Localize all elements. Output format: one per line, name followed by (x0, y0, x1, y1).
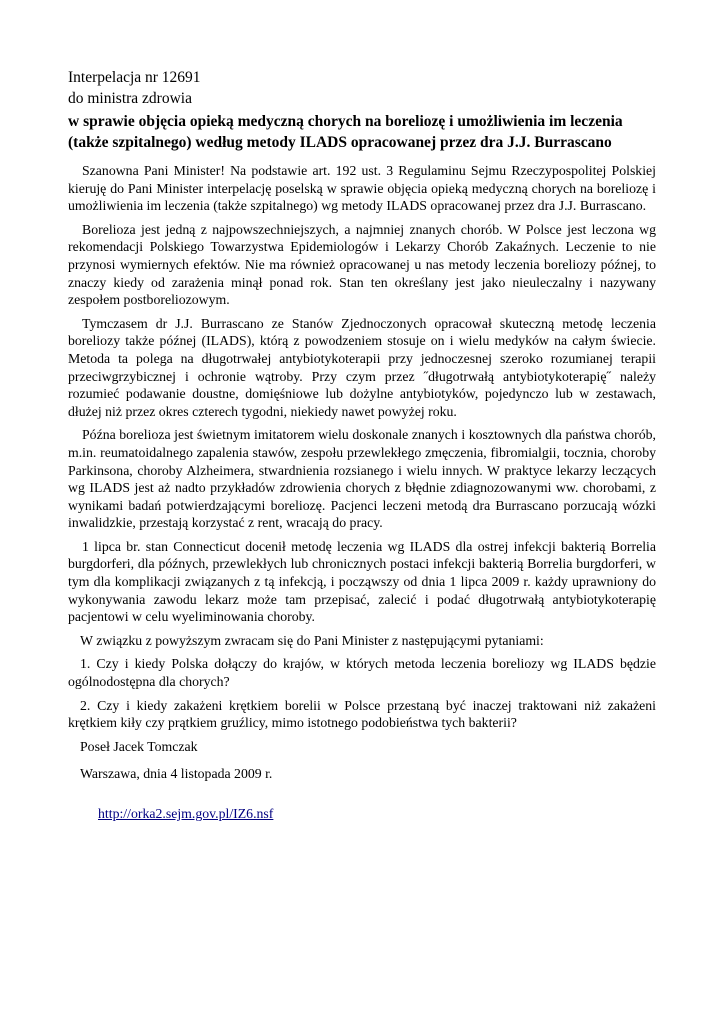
interpellation-number: Interpelacja nr 12691 (68, 69, 201, 86)
document-subject: w sprawie objęcia opieką medyczną chorych na boreliozę i umożliwienia im leczenia (także szpitalnego) według metody ILADS opracowanej przez dra J.J. Burrascano (68, 113, 623, 151)
paragraph-burrascano: Tymczasem dr J.J. Burrascano ze Stanów Zjednoczonych opracował skuteczną metodę leczenia boreliozy także późnej (ILADS), którą z powodzeniem stosuje on i wielu medyków na całym świecie. Metoda ta polega na długotrwałej antybiotykoterapii przy jednoczesnej szeroko rozumianej terapii przeciwgrzybicznej i ochronie wątroby. Przy czym przez ˝długotrwałą antybiotykoterapię˝ należy rozumieć podawanie doustne, domięśniowe lub dożylne antybiotyków, pojedynczo lub w zestawach, dłużej niż przez okres czterech tygodni, niekiedy nawet powyżej roku. (68, 315, 656, 419)
paragraph-borreliosis: Borelioza jest jedną z najpowszechniejszych, a najmniej znanych chorób. W Polsce jest leczona wg rekomendacji Polskiego Towarzystwa Epidemiologów i Lekarzy Chorób Zakaźnych. Leczenie to nie przynosi wymiernych efektów. Nie ma również opracowanej u nas metody leczenia boreliozy późnej, to znaczy kiedy od zarażenia minął ponad rok. Stan ten określany jest jako nieuleczalny i nazywany zespołem postboreliozowym. (68, 221, 656, 308)
paragraph-connecticut: 1 lipca br. stan Connecticut docenił metodę leczenia wg ILADS dla ostrej infekcji bakterią Borrelia burgdorferi, dla późnych, przewlekłych lub chronicznych postaci infekcji bakterią Borrelia burgdorferi, w tym dla komplikacji związanych z tą infekcją, i począwszy od dnia 1 lipca 2009 r. każdy uprawniony do wykonywania zawodu lekarz może tam przepisać, zalecić i podać długotrwałą antybiotykoterapię pacjentowi w celu wyeliminowania choroby. (68, 538, 656, 625)
question-2: 2. Czy i kiedy zakażeni krętkiem borelii w Polsce przestaną być inaczej traktowani niż zakażeni krętkiem kiły czy prątkiem gruźlicy, mimo istotnego podobieństwa tych bakterii? (68, 697, 656, 731)
paragraph-late-borreliosis: Późna borelioza jest świetnym imitatorem wielu doskonale znanych i kosztownych dla państwa chorób, m.in. reumatoidalnego zapalenia stawów, zespołu przewlekłego zmęczenia, fibromialgii, tocznia, choroby Parkinsona, choroby Alzheimera, stwardnienia rozsianego i wielu innych. W praktyce lekarzy leczących wg ILADS jest aż nadto przykładów zdrowienia chorych z błędnie zdiagnozowanymi ww. chorobami, z wynikami badań potwierdzającymi boreliozę. Pacjenci leczeni metodą dra Burrascano porzucają wózki inwalidzkie, przestają korzystać z rent, wracają do pracy. (68, 427, 656, 531)
paragraph-intro: Szanowna Pani Minister! Na podstawie art. 192 ust. 3 Regulaminu Sejmu Rzeczypospolitej Polskiej kieruję do Pani Minister interpelację poselską w sprawie objęcia opieką medyczną chorych na boreliozę i umożliwienia im leczenia (także szpitalnego) wg metody ILADS opracowanej przez dra J.J. Burrascano. (68, 163, 656, 214)
date-line: Warszawa, dnia 4 listopada 2009 r. (80, 766, 273, 782)
signature: Poseł Jacek Tomczak (80, 738, 198, 754)
paragraph-questions-intro: W związku z powyższym zwracam się do Pani Minister z następującymi pytaniami: (80, 632, 544, 648)
addressee: do ministra zdrowia (68, 90, 192, 107)
source-link[interactable]: http://orka2.sejm.gov.pl/IZ6.nsf (98, 806, 274, 821)
document-page (68, 67, 656, 823)
question-1: 1. Czy i kiedy Polska dołączy do krajów, w których metoda leczenia boreliozy wg ILADS będzie ogólnodostępna dla chorych? (68, 656, 656, 690)
